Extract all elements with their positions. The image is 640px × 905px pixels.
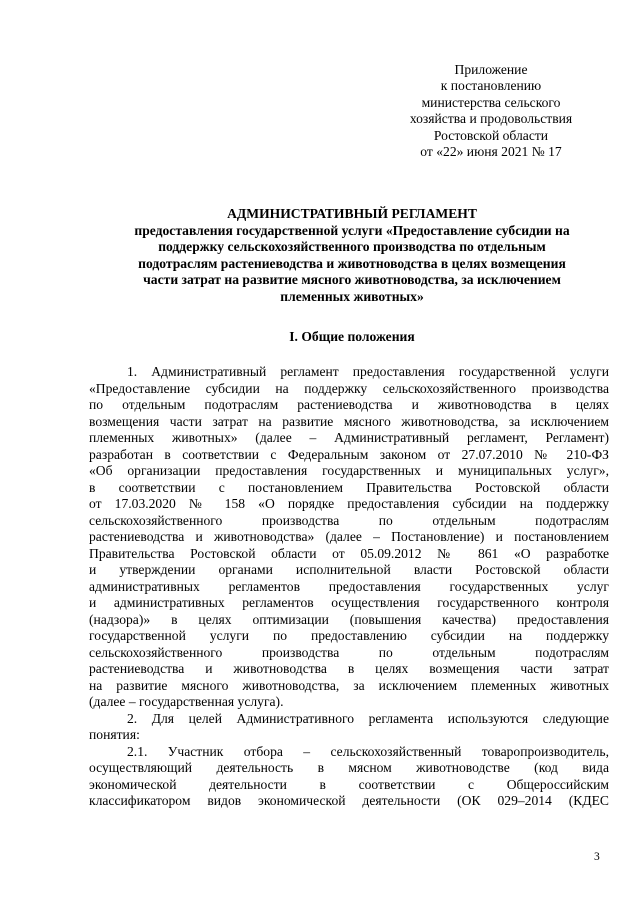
appendix-line: хозяйства и продовольствия xyxy=(409,111,573,127)
title-line: части затрат на развитие мясного животноводства, за исключением xyxy=(143,272,561,288)
body-line: в соответствии с постановлением Правительства Ростовской области xyxy=(89,479,609,495)
document-title xyxy=(96,206,608,306)
body-line: административных регламентов предоставления государственных услуг xyxy=(89,578,609,594)
title-line: поддержку сельскохозяйственного производства по отдельным xyxy=(158,239,546,255)
body-line: на развитие мясного животноводства, за исключением племенных животных xyxy=(89,677,609,693)
appendix-line: Приложение xyxy=(454,62,528,77)
body-line: государственной услуги по предоставлению субсидии на поддержку xyxy=(89,628,609,643)
body-line: понятия: xyxy=(89,727,140,742)
appendix-line: от «22» июня 2021 № 17 xyxy=(420,144,562,160)
appendix-block xyxy=(380,62,602,160)
body-line: «Предоставление субсидии на поддержку сельскохозяйственного производства xyxy=(89,380,609,396)
body-line: (далее – государственная услуга). xyxy=(89,694,284,709)
body-line: сельскохозяйственного производства по отдельным подотраслям xyxy=(89,512,609,528)
body-line: классификатором видов экономической деятельности (ОК 029–2014 (КДЕС xyxy=(89,793,609,808)
appendix-line: Ростовской области xyxy=(433,127,549,143)
body-line: Правительства Ростовской области от 05.09.2012 № 861 «О разработке xyxy=(89,545,609,561)
body-line: и утверждении органами исполнительной власти Ростовской области xyxy=(89,562,609,577)
page-number: 3 xyxy=(594,851,600,863)
body-line: «Об организации предоставления государственных и муниципальных услуг», xyxy=(89,463,609,478)
body-line: осуществляющий деятельность в мясном животноводстве (код вида xyxy=(89,760,609,775)
body-line: от 17.03.2020 № 158 «О порядке предоставления субсидии на поддержку xyxy=(89,496,609,511)
body-line: возмещения части затрат на развитие мясного животноводства, за исключением xyxy=(89,413,609,429)
body-line: экономической деятельности в соответствии с Общероссийским xyxy=(89,776,609,792)
body-line: (надзора)» в целях оптимизации (повышения качества) предоставления xyxy=(89,611,609,627)
title-line: подотраслям растениеводства и животноводства в целях возмещения xyxy=(138,255,566,271)
section-heading: I. Общие положения xyxy=(289,329,415,344)
body-line: 2. Для целей Административного регламента используются следующие xyxy=(127,710,609,726)
body-line: 1. Административный регламент предоставления государственной услуги xyxy=(127,364,609,379)
title-line: АДМИНИСТРАТИВНЫЙ РЕГЛАМЕНТ xyxy=(227,206,477,221)
body-line: 2.1. Участник отбора – сельскохозяйственный товаропроизводитель, xyxy=(127,743,609,759)
appendix-line: к постановлению xyxy=(440,78,542,94)
body-text xyxy=(89,364,609,810)
body-line: разработан в соответствии с Федеральным законом от 27.07.2010 № 210-ФЗ xyxy=(89,446,609,462)
body-line: растениеводства и животноводства» (далее – Постановление) и постановлением xyxy=(89,529,609,544)
title-line: племенных животных» xyxy=(280,288,424,304)
body-line: сельскохозяйственного производства по отдельным подотраслям xyxy=(89,644,609,660)
body-line: и административных регламентов осуществления государственного контроля xyxy=(89,595,609,610)
body-line: племенных животных» (далее – Административный регламент, Регламент) xyxy=(89,430,609,445)
body-line: растениеводства и животноводства в целях возмещения части затрат xyxy=(89,661,609,676)
title-line: предоставления государственной услуги «Предоставление субсидии на xyxy=(134,222,570,238)
appendix-line: министерства сельского xyxy=(421,94,561,110)
body-line: по отдельным подотраслям растениеводства и животноводства в целях xyxy=(89,397,609,412)
